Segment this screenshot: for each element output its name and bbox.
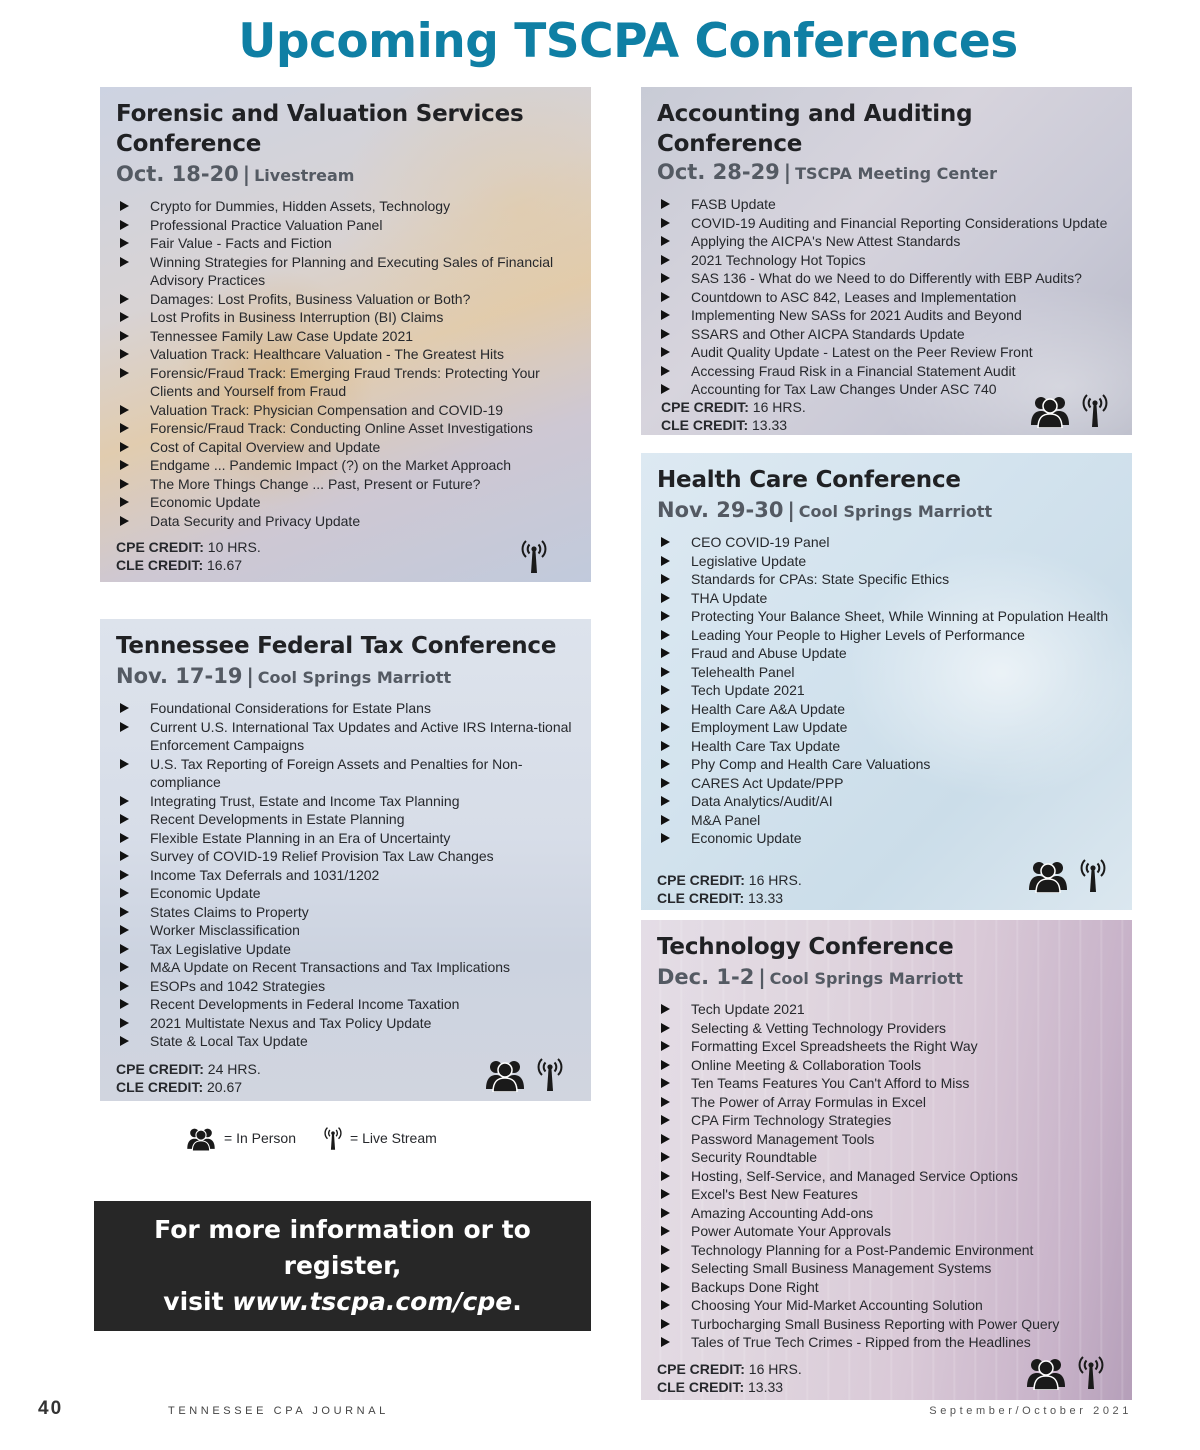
session-item: ESOPs and 1042 Strategies — [116, 977, 575, 996]
session-item: Selecting & Vetting Technology Providers — [657, 1019, 1116, 1038]
conference-card-accounting — [641, 87, 1132, 435]
live-stream-icon — [1082, 392, 1108, 428]
conference-date: Nov. 17-19 — [116, 664, 243, 688]
cle-label: CLE CREDIT: — [657, 1379, 745, 1395]
attendance-modes — [1028, 857, 1106, 893]
session-item: Accounting for Tax Law Changes Under ASC 740 — [657, 380, 1116, 399]
register-callout — [94, 1201, 591, 1331]
session-item: Survey of COVID-19 Relief Provision Tax Law Changes — [116, 847, 575, 866]
conference-title: Technology Conference — [657, 934, 954, 960]
session-item: Economic Update — [116, 884, 575, 903]
session-item: Audit Quality Update - Latest on the Peer Review Front — [657, 343, 1116, 362]
credit-info — [116, 538, 261, 574]
conference-card-technology — [641, 920, 1132, 1400]
session-list — [116, 699, 575, 1051]
session-list — [657, 533, 1116, 848]
session-item: Foundational Considerations for Estate Plans — [116, 699, 575, 718]
session-item: Legislative Update — [657, 552, 1116, 571]
attendance-modes — [1030, 392, 1108, 428]
session-item: Tech Update 2021 — [657, 1000, 1116, 1019]
session-item: FASB Update — [657, 195, 1116, 214]
session-item: Security Roundtable — [657, 1148, 1116, 1167]
cpe-label: CPE CREDIT: — [657, 872, 745, 888]
separator: | — [783, 160, 792, 184]
session-item: State & Local Tax Update — [116, 1032, 575, 1051]
session-item: Health Care A&A Update — [657, 700, 1116, 719]
cle-label: CLE CREDIT: — [661, 417, 749, 433]
cle-value: 13.33 — [752, 417, 788, 433]
session-list — [116, 197, 575, 530]
live-stream-icon — [537, 1056, 563, 1092]
cle-label: CLE CREDIT: — [116, 1079, 204, 1095]
conference-card-federal-tax — [100, 619, 591, 1101]
session-item: Technology Planning for a Post-Pandemic Environment — [657, 1241, 1116, 1260]
session-list — [657, 195, 1116, 399]
conference-date-venue — [116, 662, 575, 693]
conference-venue: Livestream — [254, 166, 355, 185]
credit-info — [116, 1060, 261, 1096]
live-stream-icon — [1078, 1354, 1104, 1390]
session-item: Lost Profits in Business Interruption (BI) Claims — [116, 308, 575, 327]
session-item: Applying the AICPA's New Attest Standards — [657, 232, 1116, 251]
session-item: THA Update — [657, 589, 1116, 608]
callout-line-2 — [163, 1284, 521, 1320]
conference-date: Oct. 28-29 — [657, 160, 780, 184]
cle-label: CLE CREDIT: — [657, 890, 745, 906]
separator: | — [787, 498, 795, 522]
session-item: Current U.S. International Tax Updates and Active IRS Interna-tional Enforcement Campaigns — [116, 718, 575, 755]
separator: | — [758, 965, 766, 989]
session-item: Professional Practice Valuation Panel — [116, 216, 575, 235]
session-item: Tech Update 2021 — [657, 681, 1116, 700]
session-item: Accessing Fraud Risk in a Financial Statement Audit — [657, 362, 1116, 381]
session-item: Choosing Your Mid-Market Accounting Solution — [657, 1296, 1116, 1315]
session-item: SAS 136 - What do we Need to do Differently with EBP Audits? — [657, 269, 1116, 288]
attendance-modes — [521, 538, 547, 574]
session-item: 2021 Multistate Nexus and Tax Policy Update — [116, 1014, 575, 1033]
in-person-icon — [485, 1056, 525, 1092]
session-item: Formatting Excel Spreadsheets the Right Way — [657, 1037, 1116, 1056]
conference-venue: TSCPA Meeting Center — [795, 164, 998, 183]
session-item: Economic Update — [116, 493, 575, 512]
session-item: Password Management Tools — [657, 1130, 1116, 1149]
session-item: Telehealth Panel — [657, 663, 1116, 682]
cpe-value: 16 HRS. — [748, 872, 802, 888]
conference-date-venue — [657, 963, 1116, 994]
session-item: Standards for CPAs: State Specific Ethics — [657, 570, 1116, 589]
session-item: Worker Misclassification — [116, 921, 575, 940]
conference-title: Accounting and Auditing Conference — [657, 101, 973, 157]
in-person-icon — [186, 1125, 216, 1151]
cle-value: 13.33 — [748, 1379, 784, 1395]
session-item: CARES Act Update/PPP — [657, 774, 1116, 793]
legend-in-person-label: = In Person — [224, 1130, 296, 1146]
session-item: Endgame ... Pandemic Impact (?) on the Market Approach — [116, 456, 575, 475]
session-item: The Power of Array Formulas in Excel — [657, 1093, 1116, 1112]
register-link[interactable]: www.tscpa.com/cpe — [232, 1287, 513, 1316]
session-item: Turbocharging Small Business Reporting with Power Query — [657, 1315, 1116, 1334]
conference-title: Tennessee Federal Tax Conference — [116, 633, 557, 659]
cle-value: 20.67 — [207, 1079, 243, 1095]
session-item: Data Analytics/Audit/AI — [657, 792, 1116, 811]
cpe-label: CPE CREDIT: — [116, 539, 204, 555]
session-item: Income Tax Deferrals and 1031/1202 — [116, 866, 575, 885]
session-item: States Claims to Property — [116, 903, 575, 922]
session-item: Data Security and Privacy Update — [116, 512, 575, 531]
callout-prefix: visit — [163, 1287, 233, 1316]
session-item: Valuation Track: Healthcare Valuation - The Greatest Hits — [116, 345, 575, 364]
session-item: Excel's Best New Features — [657, 1185, 1116, 1204]
session-item: The More Things Change ... Past, Present or Future? — [116, 475, 575, 494]
in-person-icon — [1030, 392, 1070, 428]
cpe-label: CPE CREDIT: — [116, 1061, 204, 1077]
credit-info — [657, 871, 802, 907]
session-item: Health Care Tax Update — [657, 737, 1116, 756]
session-item: Tales of True Tech Crimes - Ripped from the Headlines — [657, 1333, 1116, 1352]
cpe-value: 24 HRS. — [207, 1061, 261, 1077]
conference-date: Dec. 1-2 — [657, 965, 755, 989]
session-item: Employment Law Update — [657, 718, 1116, 737]
live-stream-icon — [1080, 857, 1106, 893]
separator: | — [246, 664, 254, 688]
issue-date: September/October 2021 — [929, 1405, 1132, 1417]
cpe-label: CPE CREDIT: — [657, 1361, 745, 1377]
page-number: 40 — [38, 1398, 64, 1419]
live-stream-icon — [324, 1125, 342, 1151]
session-item: Power Automate Your Approvals — [657, 1222, 1116, 1241]
conference-title: Forensic and Valuation Services Conference — [116, 101, 524, 157]
session-item: Integrating Trust, Estate and Income Tax Planning — [116, 792, 575, 811]
legend-live-stream-label: = Live Stream — [350, 1130, 437, 1146]
session-list — [657, 1000, 1116, 1352]
session-item: Tax Legislative Update — [116, 940, 575, 959]
session-item: Implementing New SASs for 2021 Audits and Beyond — [657, 306, 1116, 325]
session-item: 2021 Technology Hot Topics — [657, 251, 1116, 270]
in-person-icon — [1026, 1354, 1066, 1390]
session-item: Ten Teams Features You Can't Afford to Miss — [657, 1074, 1116, 1093]
page-title: Upcoming TSCPA Conferences — [238, 14, 1018, 69]
cpe-value: 16 HRS. — [748, 1361, 802, 1377]
session-item: Damages: Lost Profits, Business Valuation or Both? — [116, 290, 575, 309]
conference-venue: Cool Springs Marriott — [769, 969, 964, 988]
session-item: COVID-19 Auditing and Financial Reporting Considerations Update — [657, 214, 1116, 233]
session-item: Countdown to ASC 842, Leases and Implementation — [657, 288, 1116, 307]
session-item: Recent Developments in Federal Income Taxation — [116, 995, 575, 1014]
conference-title: Health Care Conference — [657, 467, 961, 493]
cpe-value: 10 HRS. — [207, 539, 261, 555]
icon-legend — [186, 1125, 437, 1151]
session-item: Forensic/Fraud Track: Emerging Fraud Trends: Protecting Your Clients and Yourself from Fraud — [116, 364, 575, 401]
conference-date-venue — [116, 160, 575, 191]
session-item: Backups Done Right — [657, 1278, 1116, 1297]
cle-value: 13.33 — [748, 890, 784, 906]
session-item: Phy Comp and Health Care Valuations — [657, 755, 1116, 774]
session-item: Valuation Track: Physician Compensation and COVID-19 — [116, 401, 575, 420]
session-item: U.S. Tax Reporting of Foreign Assets and Penalties for Non-compliance — [116, 755, 575, 792]
conference-card-health — [641, 453, 1132, 910]
session-item: CPA Firm Technology Strategies — [657, 1111, 1116, 1130]
session-item: Online Meeting & Collaboration Tools — [657, 1056, 1116, 1075]
in-person-icon — [1028, 857, 1068, 893]
cle-value: 16.67 — [207, 557, 243, 573]
journal-name: TENNESSEE CPA JOURNAL — [168, 1405, 389, 1417]
conference-venue: Cool Springs Marriott — [798, 502, 993, 521]
session-item: Amazing Accounting Add-ons — [657, 1204, 1116, 1223]
cpe-value: 16 HRS. — [752, 399, 806, 415]
conference-venue: Cool Springs Marriott — [257, 668, 452, 687]
conference-card-forensic — [100, 87, 591, 582]
separator: | — [242, 162, 251, 186]
live-stream-icon — [521, 538, 547, 574]
session-item: Forensic/Fraud Track: Conducting Online Asset Investigations — [116, 419, 575, 438]
session-item: Economic Update — [657, 829, 1116, 848]
session-item: Hosting, Self-Service, and Managed Service Options — [657, 1167, 1116, 1186]
cpe-label: CPE CREDIT: — [661, 399, 749, 415]
session-item: Crypto for Dummies, Hidden Assets, Technology — [116, 197, 575, 216]
callout-line-1: For more information or to register, — [154, 1215, 531, 1280]
session-item: Flexible Estate Planning in an Era of Uncertainty — [116, 829, 575, 848]
callout-suffix: . — [512, 1287, 522, 1316]
session-item: CEO COVID-19 Panel — [657, 533, 1116, 552]
session-item: Fair Value - Facts and Fiction — [116, 234, 575, 253]
conference-date: Nov. 29-30 — [657, 498, 784, 522]
conference-date: Oct. 18-20 — [116, 162, 239, 186]
session-item: Fraud and Abuse Update — [657, 644, 1116, 663]
session-item: Tennessee Family Law Case Update 2021 — [116, 327, 575, 346]
conference-date-venue — [657, 496, 1116, 527]
session-item: SSARS and Other AICPA Standards Update — [657, 325, 1116, 344]
session-item: Recent Developments in Estate Planning — [116, 810, 575, 829]
cle-label: CLE CREDIT: — [116, 557, 204, 573]
attendance-modes — [485, 1056, 563, 1092]
attendance-modes — [1026, 1354, 1104, 1390]
session-item: Winning Strategies for Planning and Executing Sales of Financial Advisory Practices — [116, 253, 575, 290]
session-item: Cost of Capital Overview and Update — [116, 438, 575, 457]
session-item: M&A Panel — [657, 811, 1116, 830]
session-item: M&A Update on Recent Transactions and Tax Implications — [116, 958, 575, 977]
credit-info — [657, 1360, 802, 1396]
session-item: Selecting Small Business Management Systems — [657, 1259, 1116, 1278]
session-item: Protecting Your Balance Sheet, While Winning at Population Health — [657, 607, 1116, 626]
session-item: Leading Your People to Higher Levels of Performance — [657, 626, 1116, 645]
credit-info — [661, 398, 806, 434]
conference-date-venue — [657, 158, 1116, 189]
